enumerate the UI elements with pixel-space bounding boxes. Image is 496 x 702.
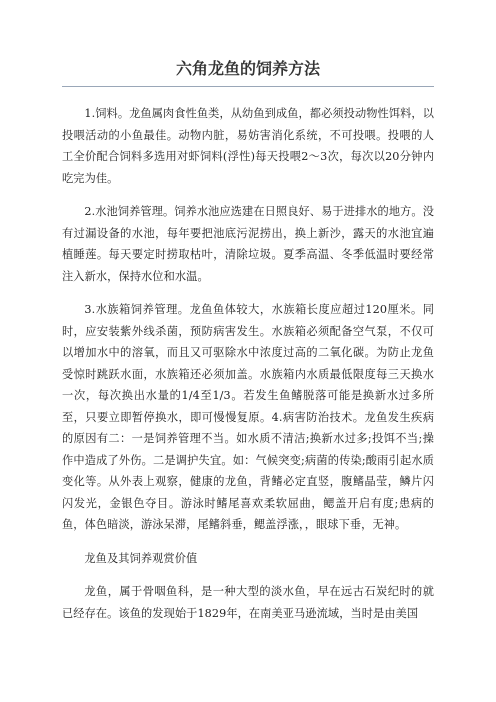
page-title: 六角龙鱼的饲养方法 (175, 59, 320, 78)
paragraph-arowana-intro: 龙鱼，属于骨咽鱼科，是一种大型的淡水鱼，早在远古石炭纪时的就已经存在。该鱼的发现始于1829年，在南美亚马逊流域，当时是由美国 (62, 585, 434, 620)
paragraph-feeding: 1.饲料。龙鱼属肉食性鱼类，从幼鱼到成鱼，都必须投动物性饵料，以投喂活动的小鱼最佳。动物内脏，易妨害消化系统，不可投喂。投喂的人工全价配合饲料多选用对虾饲料(浮性)每天投喂2～3次，每次以20分钟内吃完为佳。 (62, 107, 434, 185)
title-divider (62, 86, 434, 87)
paragraph-aquarium-care: 3.水族箱饲养管理。龙鱼鱼体较大，水族箱长度应超过120厘米。同时，应安装紫外线杀菌，预防病害发生。水族箱必须配备空气泵，不仅可以增加水中的溶氧，而且又可驱除水中浓度过高的二氧化碳。为防止龙鱼受惊时跳跃水面，水族箱还必须加盖。水族箱内水质最低限度每三天换水一次，每次换出水量的1/4至1/3。若发生鱼鳍脱落可能是换新水过多所至，只要立即暂停换水，即可慢慢复原。4.病害防治技术。龙鱼发生疾病的原因有二：一是饲养管理不当。如水质不清洁;换新水过多;投饵不当;操作中造成了外伤。二是调护失宜。如：气候突变;病菌的传染;酸雨引起水质变化等。从外表上观察，健康的龙鱼，背鳍必定直竖，腹鳍晶莹，鳞片闪闪发光，金银色夺目。游泳时鳍尾喜欢柔软屈曲，鳃盖开启有度;患病的鱼，体色暗淡，游泳呆滞，尾鳍斜垂，鳃盖浮涨，，眼球下垂，无神。 (62, 303, 434, 531)
paragraph-pond-care: 2.水池饲养管理。饲养水池应选建在日照良好、易于进排水的地方。没有过漏设备的水池，每年要把池底污泥捞出，换上新沙，露天的水池宜遍植睡莲。每天要定时捞取枯叶，清除垃圾。夏季高温、冬季低温时要经常注入新水，保持水位和水温。 (62, 205, 434, 283)
section-heading: 龙鱼及其饲养观赏价值 (84, 551, 198, 565)
